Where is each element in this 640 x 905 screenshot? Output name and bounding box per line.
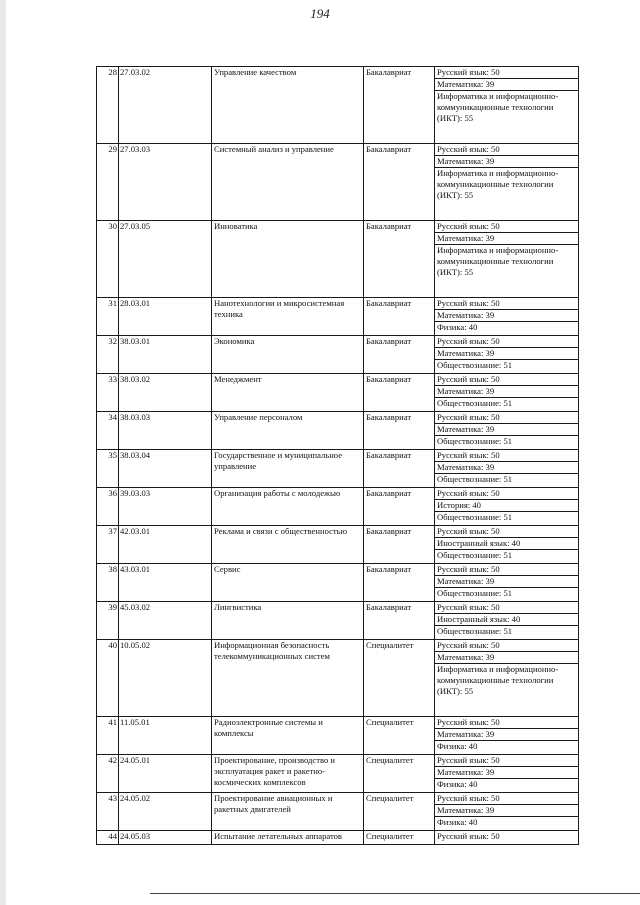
- page-number: 194: [310, 6, 330, 21]
- exam-item: Иностранный язык: 40: [435, 614, 578, 626]
- exam-item: Физика: 40: [437, 817, 478, 827]
- programs-table-body: [97, 67, 579, 845]
- program-code: 24.05.03: [119, 831, 212, 845]
- exam-item: Математика: 39: [435, 310, 578, 322]
- exam-list: [435, 717, 578, 752]
- row-number: 35: [97, 450, 119, 488]
- education-level: Бакалавриат: [364, 336, 435, 374]
- exam-list: [435, 564, 578, 599]
- table-row: [97, 67, 579, 144]
- program-code: 38.03.02: [119, 374, 212, 412]
- exam-item: Информатика и информационно-коммуникационные технологии (ИКТ): 55: [437, 245, 559, 277]
- exam-item: Русский язык: 50: [435, 564, 578, 576]
- exam-item: Математика: 39: [435, 79, 578, 91]
- education-level: Бакалавриат: [364, 602, 435, 640]
- exam-item: Обществознание: 51: [437, 512, 513, 522]
- exam-item: Математика: 39: [435, 767, 578, 779]
- program-code: 10.05.02: [119, 640, 212, 717]
- exams-cell: [435, 717, 579, 755]
- exam-item: Русский язык: 50: [437, 831, 500, 841]
- table-row: [97, 602, 579, 640]
- row-number: 43: [97, 793, 119, 831]
- program-name: Радиоэлектронные системы и комплексы: [212, 717, 364, 755]
- row-number: 42: [97, 755, 119, 793]
- exam-item: Математика: 39: [435, 386, 578, 398]
- table-row: [97, 488, 579, 526]
- exam-item: Русский язык: 50: [435, 640, 578, 652]
- exam-list: [435, 526, 578, 561]
- programs-table: [96, 66, 579, 845]
- program-name: Системный анализ и управление: [212, 144, 364, 221]
- exam-item: Информатика и информационно-коммуникационные технологии (ИКТ): 55: [437, 168, 559, 200]
- exam-item: Математика: 39: [435, 652, 578, 664]
- education-level: Бакалавриат: [364, 450, 435, 488]
- program-name: Организация работы с молодежью: [212, 488, 364, 526]
- program-code: 27.03.02: [119, 67, 212, 144]
- program-code: 43.03.01: [119, 564, 212, 602]
- table-row: [97, 640, 579, 717]
- program-code: 45.03.02: [119, 602, 212, 640]
- program-name: Реклама и связи с общественностью: [212, 526, 364, 564]
- exams-cell: [435, 450, 579, 488]
- exam-list: [435, 336, 578, 371]
- program-code: 27.03.05: [119, 221, 212, 298]
- exam-item: Русский язык: 50: [435, 602, 578, 614]
- exam-item: Русский язык: 50: [435, 793, 578, 805]
- exam-item: Обществознание: 51: [437, 474, 513, 484]
- exams-cell: [435, 526, 579, 564]
- exams-cell: [435, 602, 579, 640]
- exams-cell: [435, 793, 579, 831]
- program-name: Управление качеством: [212, 67, 364, 144]
- exams-cell: [435, 640, 579, 717]
- exam-item: Обществознание: 51: [437, 626, 513, 636]
- exam-item: Русский язык: 50: [435, 374, 578, 386]
- program-code: 38.03.04: [119, 450, 212, 488]
- exam-list: [435, 298, 578, 333]
- program-code: 24.05.02: [119, 793, 212, 831]
- exam-item: Математика: 39: [435, 729, 578, 741]
- exams-cell: [435, 221, 579, 298]
- exam-item: Русский язык: 50: [435, 755, 578, 767]
- table-row: [97, 717, 579, 755]
- exams-cell: [435, 831, 579, 845]
- program-code: 39.03.03: [119, 488, 212, 526]
- program-code: 27.03.03: [119, 144, 212, 221]
- row-number: 44: [97, 831, 119, 845]
- exam-item: Математика: 39: [435, 576, 578, 588]
- education-level: Специалитет: [364, 793, 435, 831]
- table-row: [97, 336, 579, 374]
- table-row: [97, 412, 579, 450]
- exam-item: Русский язык: 50: [435, 144, 578, 156]
- table-row: [97, 755, 579, 793]
- exam-item: Информатика и информационно-коммуникационные технологии (ИКТ): 55: [437, 664, 559, 696]
- program-code: 42.03.01: [119, 526, 212, 564]
- exam-item: Обществознание: 51: [437, 588, 513, 598]
- program-name: Инноватика: [212, 221, 364, 298]
- row-number: 34: [97, 412, 119, 450]
- exams-cell: [435, 564, 579, 602]
- education-level: Бакалавриат: [364, 298, 435, 336]
- exam-list: [435, 488, 578, 523]
- row-number: 40: [97, 640, 119, 717]
- exam-item: Русский язык: 50: [435, 298, 578, 310]
- exam-item: Обществознание: 51: [437, 436, 513, 446]
- program-code: 24.05.01: [119, 755, 212, 793]
- table-row: [97, 144, 579, 221]
- exam-item: Русский язык: 50: [435, 526, 578, 538]
- exam-item: Математика: 39: [435, 462, 578, 474]
- table-row: [97, 526, 579, 564]
- exam-item: Физика: 40: [437, 741, 478, 751]
- row-number: 30: [97, 221, 119, 298]
- row-number: 32: [97, 336, 119, 374]
- program-name: Сервис: [212, 564, 364, 602]
- exam-list: [435, 144, 578, 201]
- program-name: Нанотехнологии и микросистемная техника: [212, 298, 364, 336]
- exam-list: [435, 412, 578, 447]
- row-number: 36: [97, 488, 119, 526]
- exam-item: Математика: 39: [435, 805, 578, 817]
- table-row: [97, 793, 579, 831]
- bottom-rule: [150, 893, 640, 894]
- exam-list: [435, 640, 578, 697]
- exam-item: Обществознание: 51: [437, 550, 513, 560]
- table-row: [97, 221, 579, 298]
- exam-item: Математика: 39: [435, 233, 578, 245]
- program-code: 28.03.01: [119, 298, 212, 336]
- table-row: [97, 831, 579, 845]
- education-level: Бакалавриат: [364, 144, 435, 221]
- row-number: 38: [97, 564, 119, 602]
- exam-item: Физика: 40: [437, 779, 478, 789]
- exam-item: Русский язык: 50: [435, 488, 578, 500]
- exam-item: Математика: 39: [435, 348, 578, 360]
- exams-cell: [435, 144, 579, 221]
- exam-list: [435, 450, 578, 485]
- exam-item: Русский язык: 50: [435, 221, 578, 233]
- education-level: Бакалавриат: [364, 526, 435, 564]
- exam-item: Русский язык: 50: [435, 336, 578, 348]
- program-name: Испытание летательных аппаратов: [212, 831, 364, 845]
- program-name: Экономика: [212, 336, 364, 374]
- row-number: 41: [97, 717, 119, 755]
- program-code: 38.03.03: [119, 412, 212, 450]
- exam-item: История: 40: [435, 500, 578, 512]
- row-number: 28: [97, 67, 119, 144]
- row-number: 39: [97, 602, 119, 640]
- row-number: 33: [97, 374, 119, 412]
- exam-item: Обществознание: 51: [437, 398, 513, 408]
- exams-cell: [435, 67, 579, 144]
- exams-cell: [435, 298, 579, 336]
- exam-item: Русский язык: 50: [435, 412, 578, 424]
- exam-list: [435, 793, 578, 828]
- row-number: 29: [97, 144, 119, 221]
- exam-list: [435, 67, 578, 124]
- education-level: Бакалавриат: [364, 374, 435, 412]
- exam-item: Русский язык: 50: [435, 67, 578, 79]
- education-level: Специалитет: [364, 755, 435, 793]
- exams-cell: [435, 755, 579, 793]
- education-level: Бакалавриат: [364, 564, 435, 602]
- table-row: [97, 564, 579, 602]
- exam-item: Физика: 40: [437, 322, 478, 332]
- program-name: Проектирование авиационных и ракетных двигателей: [212, 793, 364, 831]
- education-level: Бакалавриат: [364, 67, 435, 144]
- education-level: Бакалавриат: [364, 488, 435, 526]
- education-level: Специалитет: [364, 640, 435, 717]
- program-name: Лингвистика: [212, 602, 364, 640]
- education-level: Бакалавриат: [364, 412, 435, 450]
- program-name: Управление персоналом: [212, 412, 364, 450]
- row-number: 37: [97, 526, 119, 564]
- exam-list: [435, 602, 578, 637]
- program-name: Государственное и муниципальное управление: [212, 450, 364, 488]
- exam-item: Математика: 39: [435, 424, 578, 436]
- exams-cell: [435, 412, 579, 450]
- row-number: 31: [97, 298, 119, 336]
- table-row: [97, 374, 579, 412]
- exam-list: [435, 221, 578, 278]
- exam-item: Математика: 39: [435, 156, 578, 168]
- exam-item: Иностранный язык: 40: [435, 538, 578, 550]
- exams-cell: [435, 336, 579, 374]
- scan-edge: [0, 0, 6, 905]
- exam-list: [435, 755, 578, 790]
- education-level: Бакалавриат: [364, 221, 435, 298]
- education-level: Специалитет: [364, 831, 435, 845]
- exam-item: Информатика и информационно-коммуникационные технологии (ИКТ): 55: [437, 91, 559, 123]
- exams-cell: [435, 488, 579, 526]
- exam-list: [435, 831, 578, 842]
- program-code: 11.05.01: [119, 717, 212, 755]
- exam-item: Русский язык: 50: [435, 717, 578, 729]
- education-level: Специалитет: [364, 717, 435, 755]
- exam-list: [435, 374, 578, 409]
- program-code: 38.03.01: [119, 336, 212, 374]
- exam-item: Русский язык: 50: [435, 450, 578, 462]
- program-name: Проектирование, производство и эксплуатация ракет и ракетно-космических комплексов: [212, 755, 364, 793]
- table-row: [97, 298, 579, 336]
- exam-item: Обществознание: 51: [437, 360, 513, 370]
- program-name: Менеджмент: [212, 374, 364, 412]
- table-row: [97, 450, 579, 488]
- exams-cell: [435, 374, 579, 412]
- program-name: Информационная безопасность телекоммуникационных систем: [212, 640, 364, 717]
